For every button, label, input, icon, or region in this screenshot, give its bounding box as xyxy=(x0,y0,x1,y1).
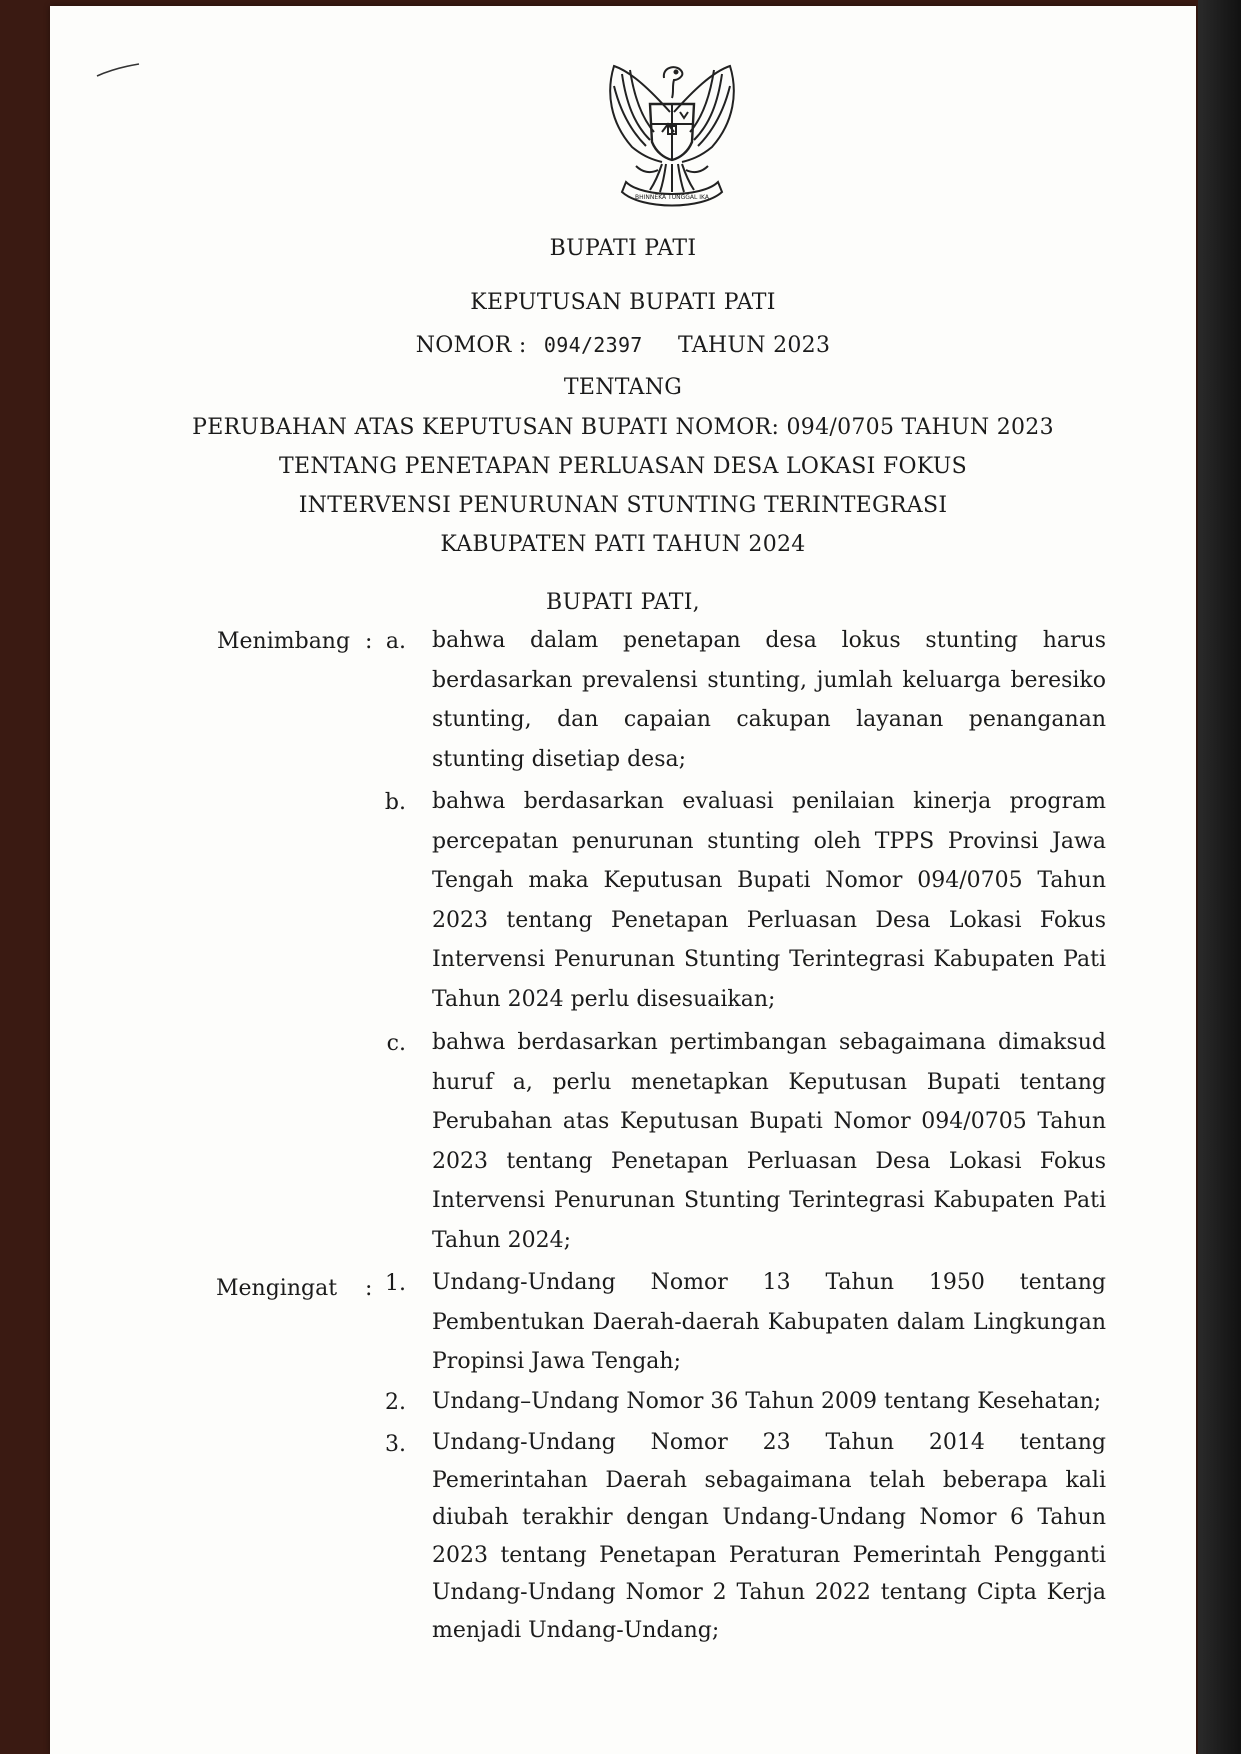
menimbang-marker-b: b. xyxy=(384,790,406,815)
text-line: Tahun 2024; xyxy=(432,1227,571,1253)
text-line: huruf a, perlu menetapkan Keputusan Bupati tentang xyxy=(432,1069,1106,1095)
decree-title: KEPUTUSAN BUPATI PATI xyxy=(470,290,776,315)
text-line: menjadi Undang-Undang; xyxy=(432,1617,720,1643)
pen-mark xyxy=(95,60,141,80)
text-line: bahwa dalam penetapan desa lokus stunting harus xyxy=(432,628,1106,653)
mengingat-marker-2: 2. xyxy=(385,1390,406,1415)
about-label: TENTANG xyxy=(563,375,683,400)
menimbang-item-b xyxy=(432,782,1106,1019)
issuer-heading: BUPATI PATI, xyxy=(546,590,700,615)
menimbang-item-c xyxy=(432,1023,1106,1260)
text-line: percepatan penurunan stunting oleh TPPS Provinsi Jawa xyxy=(432,828,1106,854)
text-line: diubah terakhir dengan Undang-Undang Nomor 6 Tahun xyxy=(432,1505,1106,1530)
subject-line-2: TENTANG PENETAPAN PERLUASAN DESA LOKASI FOKUS xyxy=(279,454,967,479)
text-line: Undang–Undang Nomor 36 Tahun 2009 tentang Kesehatan; xyxy=(432,1389,1102,1414)
menimbang-item-a xyxy=(432,621,1106,779)
text-line: Undang-Undang Nomor 2 Tahun 2022 tentang Cipta Kerja xyxy=(432,1580,1106,1605)
mengingat-marker-3: 3. xyxy=(385,1432,406,1457)
decree-number-line xyxy=(50,333,1196,358)
scan-edge xyxy=(1198,0,1241,1754)
text-line: 2023 tentang Penetapan Peraturan Pemerintah Pengganti xyxy=(432,1542,1106,1568)
svg-text:BHINNEKA TUNGGAL IKA: BHINNEKA TUNGGAL IKA xyxy=(635,194,709,201)
text-line: Intervensi Penurunan Stunting Terintegrasi Kabupaten Pati xyxy=(432,1188,1106,1213)
text-line: 2023 tentang Penetapan Perluasan Desa Lokasi Fokus xyxy=(432,1148,1106,1174)
text-line: Pemerintahan Daerah sebagaimana telah beberapa kali xyxy=(432,1467,1106,1493)
mengingat-colon: : xyxy=(365,1276,373,1301)
text-line: berdasarkan prevalensi stunting, jumlah keluarga beresiko xyxy=(432,667,1106,693)
text-line: stunting disetiap desa; xyxy=(432,746,687,772)
menimbang-marker-c: c. xyxy=(386,1031,406,1056)
mengingat-item-1 xyxy=(432,1263,1106,1382)
mengingat-item-2 xyxy=(432,1382,1106,1422)
text-line: Propinsi Jawa Tengah; xyxy=(432,1349,681,1374)
subject-line-1: PERUBAHAN ATAS KEPUTUSAN BUPATI NOMOR: 094/0705 TAHUN 2023 xyxy=(192,415,1054,440)
menimbang-colon: : xyxy=(365,629,373,654)
institution-heading: BUPATI PATI xyxy=(549,236,697,261)
menimbang-label: Menimbang xyxy=(217,629,351,654)
text-line: Intervensi Penurunan Stunting Terintegrasi Kabupaten Pati xyxy=(432,947,1106,972)
text-line: Undang-Undang Nomor 13 Tahun 1950 tentang xyxy=(432,1270,1106,1295)
text-line: Undang-Undang Nomor 23 Tahun 2014 tentang xyxy=(432,1430,1106,1455)
mengingat-item-3 xyxy=(432,1424,1106,1649)
year-label: TAHUN 2023 xyxy=(677,333,831,358)
subject-line-3: INTERVENSI PENURUNAN STUNTING TERINTEGRASI xyxy=(298,493,948,518)
number-value: 094/2397 xyxy=(543,333,643,357)
text-line: Tahun 2024 perlu disesuaikan; xyxy=(432,986,776,1012)
number-label: NOMOR : xyxy=(415,333,527,358)
text-line: bahwa berdasarkan evaluasi penilaian kinerja program xyxy=(432,789,1106,814)
mengingat-marker-1: 1. xyxy=(385,1271,406,1296)
menimbang-marker-a: a. xyxy=(385,629,406,654)
text-line: 2023 tentang Penetapan Perluasan Desa Lokasi Fokus xyxy=(432,907,1106,933)
subject-line-4: KABUPATEN PATI TAHUN 2024 xyxy=(440,532,806,557)
text-line: bahwa berdasarkan pertimbangan sebagaimana dimaksud xyxy=(432,1030,1106,1055)
text-line: stunting, dan capaian cakupan layanan penanganan xyxy=(432,707,1106,732)
text-line: Tengah maka Keputusan Bupati Nomor 094/0705 Tahun xyxy=(432,868,1106,893)
text-line: Pembentukan Daerah-daerah Kabupaten dalam Lingkungan xyxy=(432,1309,1106,1335)
garuda-emblem-icon xyxy=(592,52,752,222)
text-line: Perubahan atas Keputusan Bupati Nomor 094/0705 Tahun xyxy=(432,1109,1106,1134)
mengingat-label: Mengingat xyxy=(216,1276,338,1301)
